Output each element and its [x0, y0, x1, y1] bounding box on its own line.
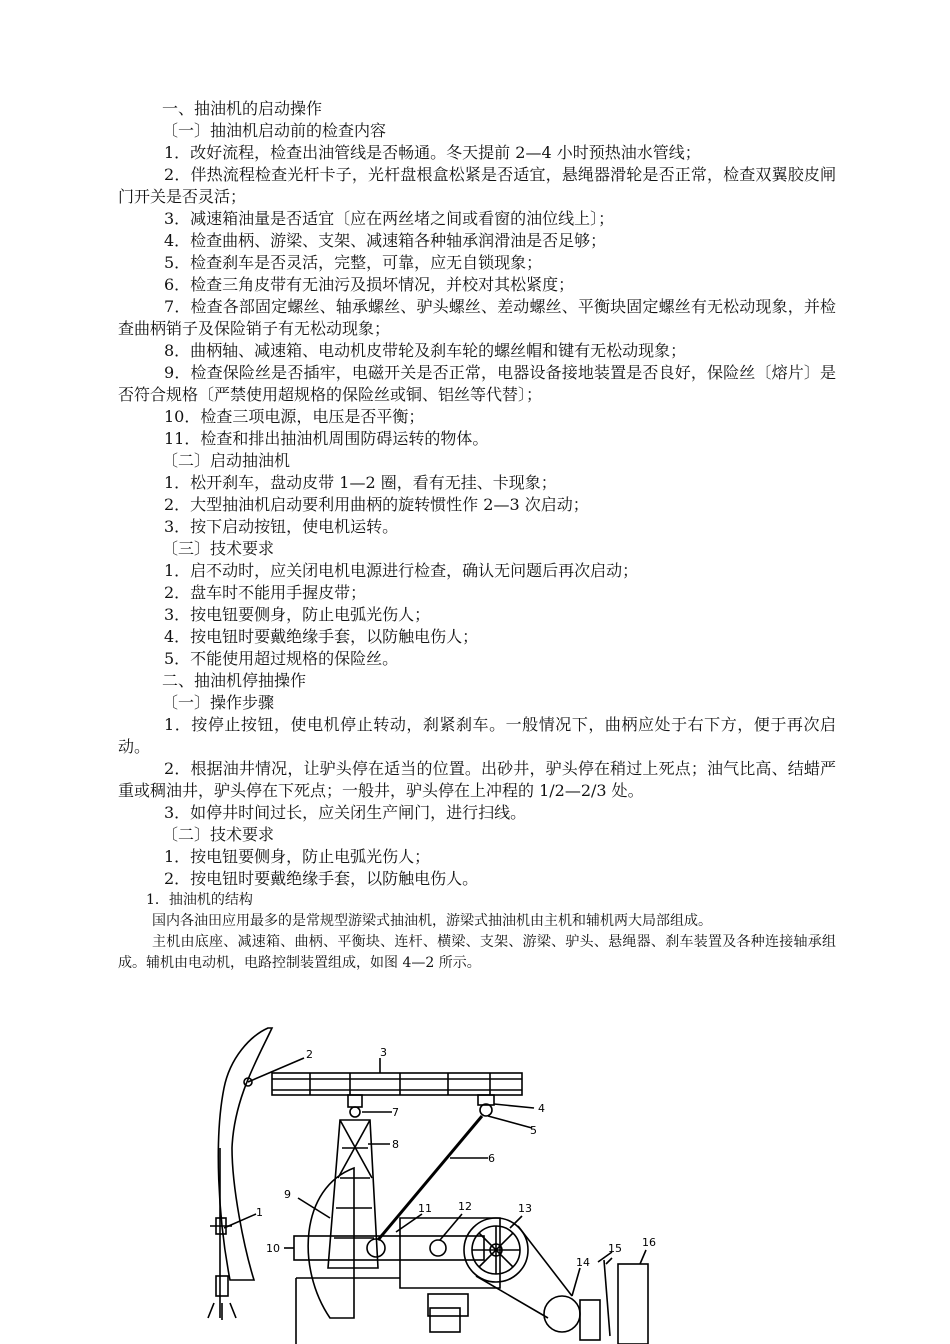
callout-label: 2 — [306, 1048, 313, 1061]
callout-label: 15 — [608, 1242, 622, 1255]
counterweight — [308, 1168, 354, 1318]
list-item: 2．根据油井情况，让驴头停在适当的位置。出砂井，驴头停在稍过上死点；油气比高、结蜡严重或稠油井，驴头停在下死点；一般井，驴头停在上冲程的 1/2—2/3 处。 — [118, 759, 836, 800]
list-item: 7．检查各部固定螺丝、轴承螺丝、驴头螺丝、差动螺丝、平衡块固定螺丝有无松动现象，并检查曲柄销子及保险销子有无松动现象； — [118, 297, 836, 338]
list-item: 1．按电钮要侧身，防止电弧光伤人； — [164, 847, 431, 866]
list-item: 2．伴热流程检查光杆卡子，光杆盘根盒松紧是否适宜，悬绳器滑轮是否正常，检查双翼胶皮闸门开关是否灵活； — [118, 165, 836, 206]
list-item: 3．如停井时间过长，应关闭生产闸门，进行扫线。 — [164, 803, 527, 822]
callout-label: 12 — [458, 1200, 472, 1213]
list-item: 2．大型抽油机启动要利用曲柄的旋转惯性作 2—3 次启动； — [164, 495, 589, 514]
paragraph: 国内各油田应用最多的是常规型游梁式抽油机，游梁式抽油机由主机和辅机两大局部组成。 — [152, 913, 712, 929]
list-item: 3．减速箱油量是否适宜〔应在两丝堵之间或看窗的油位线上〕； — [164, 209, 615, 228]
callout-label: 16 — [642, 1236, 656, 1249]
callout-label: 9 — [284, 1188, 291, 1201]
callout-label: 10 — [266, 1242, 280, 1255]
callout-label: 1 — [256, 1206, 263, 1219]
pump-jack-diagram — [200, 1018, 670, 1344]
section-heading: 一、抽油机的启动操作 — [162, 99, 323, 118]
list-item: 4．检查曲柄、游梁、支架、减速箱各种轴承润滑油是否足够； — [164, 231, 607, 250]
list-item: 1．改好流程，检查出油管线是否畅通。冬天提前 2—4 小时预热油水管线； — [164, 143, 701, 162]
list-item: 6．检查三角皮带有无油污及损坏情况，并校对其松紧度； — [164, 275, 575, 294]
pump-jack-drawing — [200, 1018, 670, 1344]
subsection-title: 〔二〕技术要求 — [162, 825, 275, 844]
callout-label: 5 — [530, 1124, 537, 1137]
callout-label: 4 — [538, 1102, 545, 1115]
horse-head — [218, 1028, 272, 1280]
callout-label: 8 — [392, 1138, 399, 1151]
list-item: 9．检查保险丝是否插牢，电磁开关是否正常，电器设备接地装置是否良好，保险丝〔熔片〕是否符合规格〔严禁使用超规格的保险丝或铜、铝丝等代替〕； — [118, 363, 836, 404]
structure-heading: 1．抽油机的结构 — [146, 892, 253, 908]
callout-label: 11 — [418, 1202, 432, 1215]
motor-pulley — [544, 1296, 580, 1332]
subsection-title: 〔一〕操作步骤 — [162, 693, 275, 712]
callout-label: 3 — [380, 1046, 387, 1059]
list-item: 1．启不动时，应关闭电机电源进行检查，确认无问题后再次启动； — [164, 561, 639, 580]
list-item: 3．按电钮要侧身，防止电弧光伤人； — [164, 605, 431, 624]
callout-label: 7 — [392, 1106, 399, 1119]
callout-label: 14 — [576, 1256, 590, 1269]
list-item: 10．检查三项电源，电压是否平衡； — [164, 407, 425, 426]
subsection-title: 〔二〕启动抽油机 — [162, 451, 291, 470]
callout-label: 13 — [518, 1202, 532, 1215]
list-item: 1．按停止按钮，使电机停止转动，刹紧刹车。一般情况下，曲柄应处于右下方，便于再次启动。 — [118, 715, 836, 756]
list-item: 8．曲柄轴、减速箱、电动机皮带轮及刹车轮的螺丝帽和键有无松动现象； — [164, 341, 687, 360]
callout-label: 6 — [488, 1152, 495, 1165]
list-item: 4．按电钮时要戴绝缘手套，以防触电伤人； — [164, 627, 479, 646]
list-item: 5．不能使用超过规格的保险丝。 — [164, 649, 399, 668]
control-box — [618, 1264, 648, 1344]
list-item: 3．按下启动按钮，使电机运转。 — [164, 517, 399, 536]
list-item: 11．检查和排出抽油机周围防碍运转的物体。 — [164, 429, 489, 448]
list-item: 2．盘车时不能用手握皮带； — [164, 583, 367, 602]
list-item: 5．检查刹车是否灵活，完整，可靠，应无自锁现象； — [164, 253, 543, 272]
list-item: 2．按电钮时要戴绝缘手套，以防触电伤人。 — [164, 869, 479, 888]
document-body — [118, 98, 836, 974]
subsection-title: 〔三〕技术要求 — [162, 539, 275, 558]
section-heading: 二、抽油机停抽操作 — [162, 671, 307, 690]
check-list — [118, 142, 836, 450]
list-item: 1．松开刹车，盘动皮带 1—2 圈，看有无挂、卡现象； — [164, 473, 557, 492]
paragraph: 主机由底座、减速箱、曲柄、平衡块、连杆、横梁、支架、游梁、驴头、悬绳器、刹车装置及各种连接轴承组成。辅机由电动机，电路控制装置组成，如图 4—2 所示。 — [118, 934, 836, 971]
subsection-title: 〔一〕抽油机启动前的检查内容 — [162, 121, 387, 140]
